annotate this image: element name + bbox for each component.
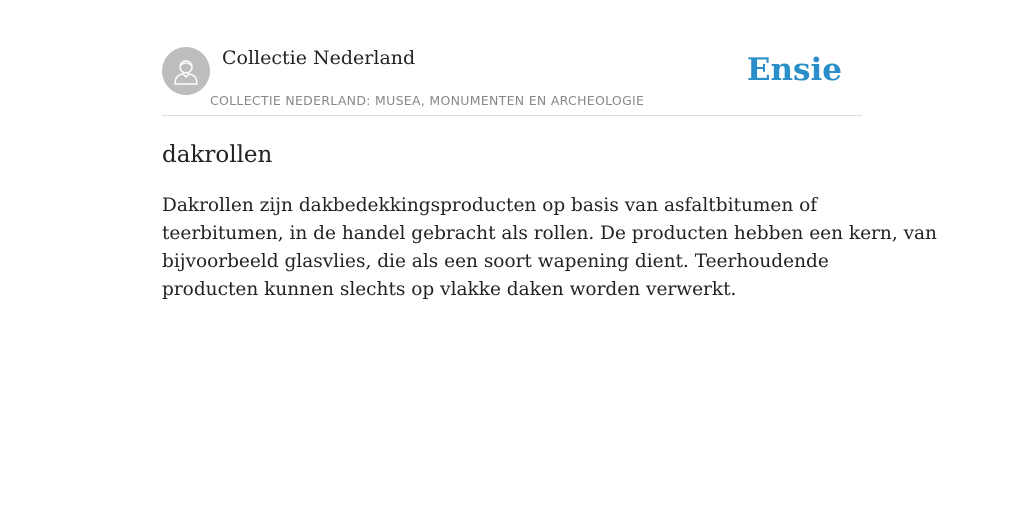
entry-card <box>162 0 937 512</box>
body-line: producten kunnen slechts op vlakke daken worden verwerkt. <box>162 279 737 300</box>
body-line: Dakrollen zijn dakbedekkingsproducten op basis van asfaltbitumen of <box>162 195 818 216</box>
entry-title: dakrollen <box>162 142 273 168</box>
entry-body <box>162 192 937 304</box>
user-silhouette-icon <box>172 57 200 85</box>
author-subtitle: COLLECTIE NEDERLAND: MUSEA, MONUMENTEN EN ARCHEOLOGIE <box>210 93 645 108</box>
body-line: bijvoorbeeld glasvlies, die als een soort wapening dient. Teerhoudende <box>162 251 829 272</box>
avatar[interactable] <box>162 47 210 95</box>
author-name[interactable]: Collectie Nederland <box>222 47 416 69</box>
entry-header <box>162 0 862 116</box>
ensie-logo[interactable]: Ensie <box>746 52 842 88</box>
body-line: teerbitumen, in de handel gebracht als rollen. De producten hebben een kern, van <box>162 223 937 244</box>
